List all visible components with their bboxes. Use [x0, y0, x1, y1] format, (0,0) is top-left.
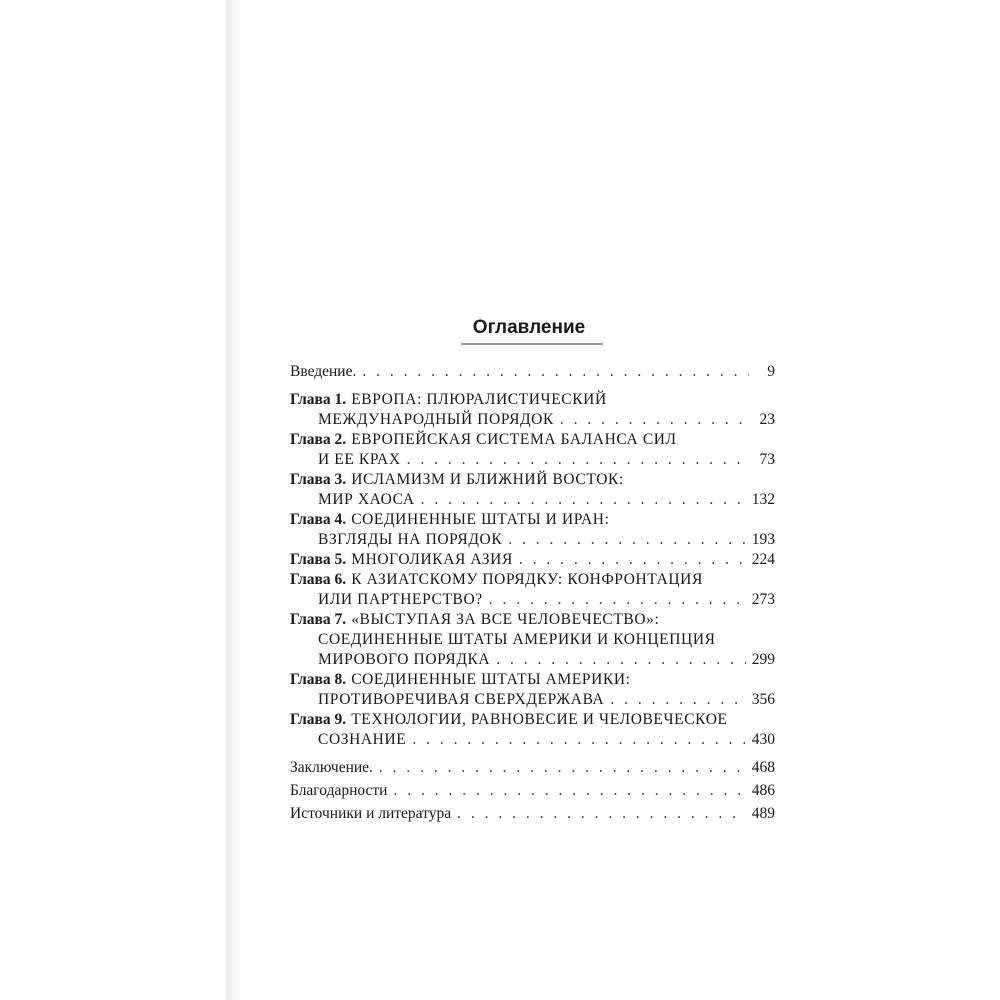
dot-leader	[362, 362, 749, 382]
chapter-title-line: ТЕХНОЛОГИИ, РАВНОВЕСИЕ И ЧЕЛОВЕЧЕСКОЕ	[351, 711, 728, 728]
chapter-title-line: МИРОВОГО ПОРЯДКА	[318, 651, 491, 668]
chapter-title-line: ВЗГЛЯДЫ НА ПОРЯДОК	[318, 531, 503, 548]
chapter-label: Глава 8.	[290, 671, 347, 688]
dot-leader	[457, 804, 746, 824]
dot-leader	[421, 490, 746, 510]
chapter-title-line: ЕВРОПЕЙСКАЯ СИСТЕМА БАЛАНСА СИЛ	[351, 431, 677, 448]
chapter-label: Глава 1.	[290, 391, 347, 408]
toc-entry-chapter-7[interactable]	[290, 610, 775, 670]
chapter-label: Глава 6.	[290, 571, 347, 588]
chapter-title-line: СОЕДИНЕННЫЕ ШТАТЫ И ИРАН:	[351, 511, 610, 528]
toc-entry-chapter-2[interactable]	[290, 430, 775, 470]
dot-leader	[508, 530, 745, 550]
page-number: 299	[751, 651, 775, 668]
dot-leader	[393, 781, 745, 801]
toc-entry-acknowledgements[interactable]	[290, 781, 775, 801]
toc-entry-sources[interactable]	[290, 804, 775, 824]
page-number: 9	[767, 363, 775, 380]
toc-entry-chapter-9[interactable]	[290, 710, 775, 750]
dot-leader	[610, 690, 745, 710]
table-of-contents	[290, 316, 775, 827]
chapter-label: Глава 9.	[290, 711, 347, 728]
page-number: 73	[759, 451, 775, 468]
entry-title: Заключение.	[290, 759, 373, 776]
chapter-title-line: К АЗИАТСКОМУ ПОРЯДКУ: КОНФРОНТАЦИЯ	[351, 571, 703, 588]
chapter-label: Глава 7.	[290, 611, 347, 628]
chapter-label: Глава 4.	[290, 511, 347, 528]
dot-leader	[407, 450, 749, 470]
toc-entry-chapter-5[interactable]	[290, 550, 775, 570]
chapter-title-line: МЕЖДУНАРОДНЫЙ ПОРЯДОК	[318, 411, 554, 428]
toc-entry-intro[interactable]	[290, 362, 775, 382]
dot-leader	[560, 410, 749, 430]
page-number: 224	[751, 551, 775, 568]
dot-leader	[496, 650, 746, 670]
page-number: 489	[751, 805, 775, 822]
toc-entry-chapter-6[interactable]	[290, 570, 775, 610]
chapter-title-line: МИР ХАОСА	[318, 491, 415, 508]
page-spine-shadow	[226, 0, 240, 1000]
page-number: 132	[751, 491, 775, 508]
toc-title: Оглавление	[472, 317, 586, 338]
chapter-title-line: ЕВРОПА: ПЛЮРАЛИСТИЧЕСКИЙ	[351, 391, 607, 408]
page-number: 23	[759, 411, 775, 428]
chapter-title-line: ИСЛАМИЗМ И БЛИЖНИЙ ВОСТОК:	[351, 471, 624, 488]
chapter-label: Глава 5.	[290, 551, 347, 568]
chapter-title-line: МНОГОЛИКАЯ АЗИЯ	[351, 551, 513, 568]
chapter-title-line: ПРОТИВОРЕЧИВАЯ СВЕРХДЕРЖАВА	[318, 691, 605, 708]
page-number: 430	[751, 731, 775, 748]
toc-entry-chapter-1[interactable]	[290, 390, 775, 430]
toc-entry-chapter-8[interactable]	[290, 670, 775, 710]
chapter-title-line: СОЕДИНЕННЫЕ ШТАТЫ АМЕРИКИ:	[351, 671, 631, 688]
toc-entry-chapter-4[interactable]	[290, 510, 775, 550]
dot-leader	[489, 590, 746, 610]
entry-title: Источники и литература	[290, 805, 452, 822]
page-number: 486	[751, 782, 775, 799]
page-number: 273	[751, 591, 775, 608]
entry-title: Благодарности	[290, 782, 388, 799]
page-number: 468	[751, 759, 775, 776]
toc-entry-conclusion[interactable]	[290, 758, 775, 778]
chapter-title-line: ИЛИ ПАРТНЕРСТВО?	[318, 591, 483, 608]
title-underline	[461, 343, 603, 345]
chapter-title-line: «ВЫСТУПАЯ ЗА ВСЕ ЧЕЛОВЕЧЕСТВО»:	[351, 611, 660, 628]
dot-leader	[412, 730, 745, 750]
dot-leader	[519, 550, 746, 570]
page-number: 193	[751, 531, 775, 548]
chapter-title-line: СОЕДИНЕННЫЕ ШТАТЫ АМЕРИКИ И КОНЦЕПЦИЯ	[318, 631, 716, 648]
chapter-label: Глава 3.	[290, 471, 347, 488]
toc-entry-chapter-3[interactable]	[290, 470, 775, 510]
page-number: 356	[751, 691, 775, 708]
chapter-label: Глава 2.	[290, 431, 347, 448]
chapter-title-line: И ЕЕ КРАХ	[318, 451, 401, 468]
dot-leader	[379, 758, 746, 778]
entry-title: Введение.	[290, 363, 357, 380]
chapter-title-line: СОЗНАНИЕ	[318, 731, 407, 748]
